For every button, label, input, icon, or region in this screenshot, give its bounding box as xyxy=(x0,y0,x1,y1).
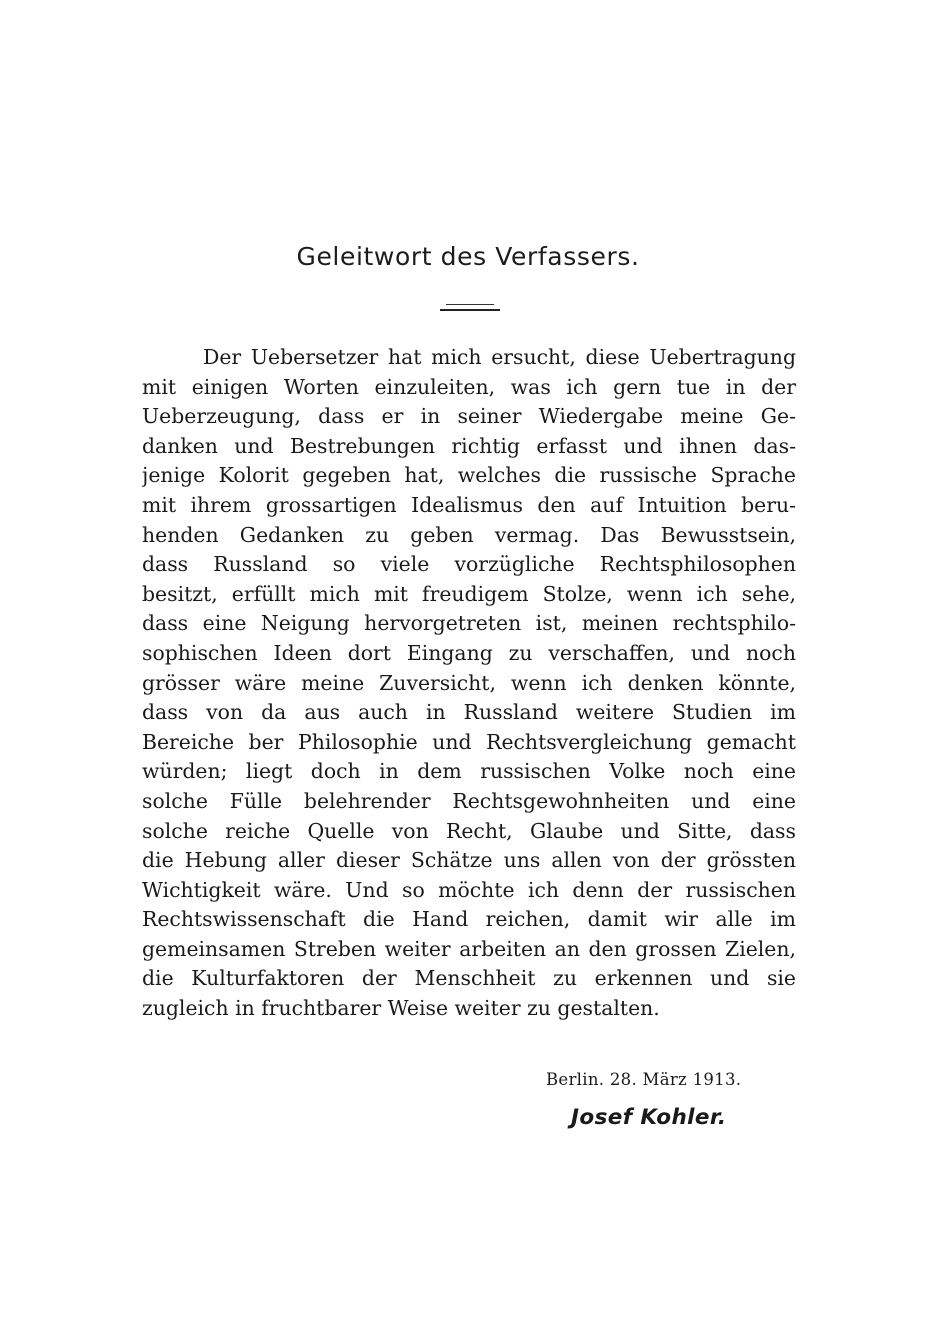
paragraph-line: dass eine Neigung hervorgetreten ist, meinen rechtsphilo- xyxy=(142,611,796,636)
page-title: Geleitwort des Verfassers. xyxy=(296,242,640,271)
paragraph-line: zugleich in fruchtbarer Weise weiter zu gestalten. xyxy=(142,996,660,1021)
paragraph-line: Wichtigkeit wäre. Und so möchte ich denn der russischen xyxy=(142,877,796,902)
title-divider xyxy=(440,304,500,310)
paragraph-line: grösser wäre meine Zuversicht, wenn ich denken könnte, xyxy=(142,670,796,695)
paragraph-line: henden Gedanken zu geben vermag. Das Bewusstsein, xyxy=(142,522,796,547)
paragraph-line: Der Uebersetzer hat mich ersucht, diese Uebertragung xyxy=(203,345,796,369)
paragraph-line: die Hebung aller dieser Schätze uns allen von der grössten xyxy=(142,848,796,873)
paragraph-line: gemeinsamen Streben weiter arbeiten an den grossen Zielen, xyxy=(142,936,796,961)
paragraph-line: danken und Bestrebungen richtig erfasst und ihnen das- xyxy=(142,433,796,458)
divider-line-bottom xyxy=(440,309,500,311)
paragraph-line: jenige Kolorit gegeben hat, welches die russische Sprache xyxy=(142,463,796,488)
paragraph-line: dass Russland so viele vorzügliche Rechtsphilosophen xyxy=(142,552,796,577)
paragraph-line: solche Fülle belehrender Rechtsgewohnheiten und eine xyxy=(142,788,796,813)
paragraph-line: mit ihrem grossartigen Idealismus den auf Intuition beru- xyxy=(142,492,796,517)
body-paragraph xyxy=(142,343,796,1024)
paragraph-line: mit einigen Worten einzuleiten, was ich gern tue in der xyxy=(142,374,796,399)
paragraph-line: dass von da aus auch in Russland weitere Studien im xyxy=(142,700,796,725)
paragraph-line: besitzt, erfüllt mich mit freudigem Stolze, wenn ich sehe, xyxy=(142,581,796,606)
paragraph-line: Ueberzeugung, dass er in seiner Wiedergabe meine Ge- xyxy=(142,404,796,429)
place-and-date: Berlin. 28. März 1913. xyxy=(546,1070,742,1089)
paragraph-line: sophischen Ideen dort Eingang zu verschaffen, und noch xyxy=(142,640,796,665)
author-signature: Josef Kohler. xyxy=(571,1105,727,1130)
paragraph-line: würden; liegt doch in dem russischen Volke noch eine xyxy=(142,759,796,784)
paragraph-line: solche reiche Quelle von Recht, Glaube und Sitte, dass xyxy=(142,818,796,843)
paragraph-line: die Kulturfaktoren der Menschheit zu erkennen und sie xyxy=(142,966,796,991)
paragraph-line: Rechtswissenschaft die Hand reichen, damit wir alle im xyxy=(142,907,796,932)
paragraph-line: Bereiche ber Philosophie und Rechtsvergleichung gemacht xyxy=(142,729,796,754)
divider-line-top xyxy=(446,304,494,305)
